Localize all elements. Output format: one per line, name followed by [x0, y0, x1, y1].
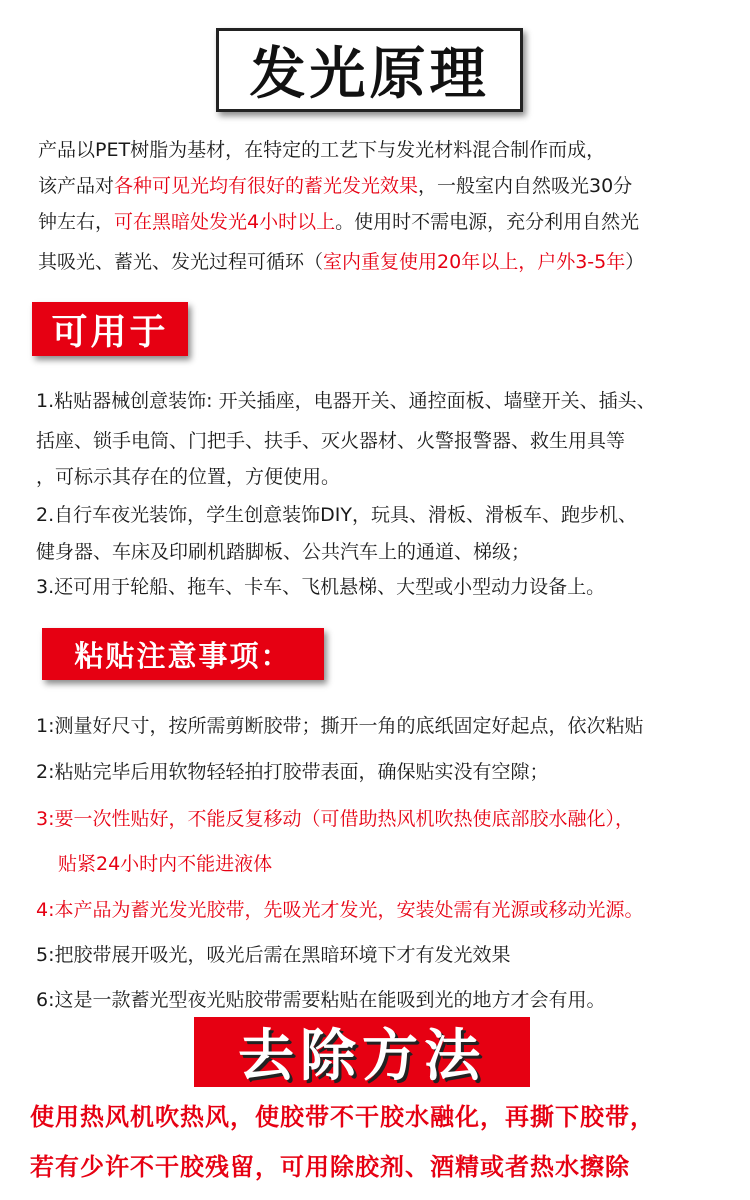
intro-line-4	[38, 245, 738, 280]
intro-text: ，一般室内自然吸光30分	[418, 175, 633, 197]
note-item-warning: 贴紧24小时内不能进液体	[58, 853, 273, 875]
uses-line: 3.还可用于轮船、拖车、卡车、飞机悬梯、大型或小型动力设备上。	[36, 576, 606, 598]
intro-text: 钟左右，	[38, 211, 115, 233]
removal-heading: 去除方法	[238, 1024, 486, 1089]
removal-line: 使用热风机吹热风，使胶带不干胶水融化，再撕下胶带，	[30, 1103, 655, 1131]
notes-heading: 粘贴注意事项：	[74, 638, 292, 673]
uses-line: 1.粘贴器械创意装饰: 开关插座，电器开关、通控面板、墙壁开关、插头、	[36, 390, 656, 412]
intro-text: 。使用时不需电源，充分利用自然光	[335, 211, 640, 233]
intro-line-3	[38, 205, 738, 240]
note-item: 5:把胶带展开吸光，吸光后需在黑暗环境下才有发光效果	[36, 944, 511, 966]
page-title-box	[216, 28, 523, 112]
intro-line-1	[38, 133, 738, 168]
note-item-warning: 3:要一次性贴好，不能反复移动（可借助热风机吹热使底部胶水融化），	[36, 808, 634, 830]
removal-line: 若有少许不干胶残留，可用除胶剂、酒精或者热水擦除	[30, 1153, 630, 1181]
page-title: 发光原理	[249, 42, 490, 107]
note-item: 6:这是一款蓄光型夜光贴胶带需要粘贴在能吸到光的地方才会有用。	[36, 989, 606, 1011]
uses-line: ，可标示其存在的位置，方便使用。	[36, 466, 341, 488]
removal-heading-banner	[194, 1017, 530, 1087]
uses-heading-banner	[32, 302, 188, 356]
note-item: 1:测量好尺寸，按所需剪断胶带；撕开一角的底纸固定好起点，依次粘贴	[36, 715, 644, 737]
intro-highlight: 室内重复使用20年以上，户外3-5年	[323, 251, 626, 273]
uses-line: 括座、锁手电筒、门把手、扶手、灭火器材、火警报警器、救生用具等	[36, 430, 626, 452]
note-item: 2:粘贴完毕后用软物轻轻拍打胶带表面，确保贴实没有空隙；	[36, 761, 549, 783]
intro-text: 产品以PET树脂为基材，在特定的工艺下与发光材料混合制作而成，	[38, 139, 606, 161]
intro-line-2	[38, 169, 738, 204]
uses-line: 2.自行车夜光装饰，学生创意装饰DIY，玩具、滑板、滑板车、跑步机、	[36, 504, 637, 526]
intro-text: 其吸光、蓄光、发光过程可循环（	[38, 251, 324, 273]
intro-text: 该产品对	[38, 175, 115, 197]
intro-highlight: 各种可见光均有很好的蓄光发光效果	[114, 175, 419, 197]
uses-heading: 可用于	[51, 311, 169, 353]
intro-highlight: 可在黑暗处发光4小时以上	[114, 211, 336, 233]
intro-text: ）	[625, 251, 645, 273]
note-item-warning: 4:本产品为蓄光发光胶带，先吸光才发光，安装处需有光源或移动光源。	[36, 899, 644, 921]
notes-heading-banner	[42, 628, 324, 680]
uses-line: 健身器、车床及印刷机踏脚板、公共汽车上的通道、梯级；	[36, 541, 531, 563]
